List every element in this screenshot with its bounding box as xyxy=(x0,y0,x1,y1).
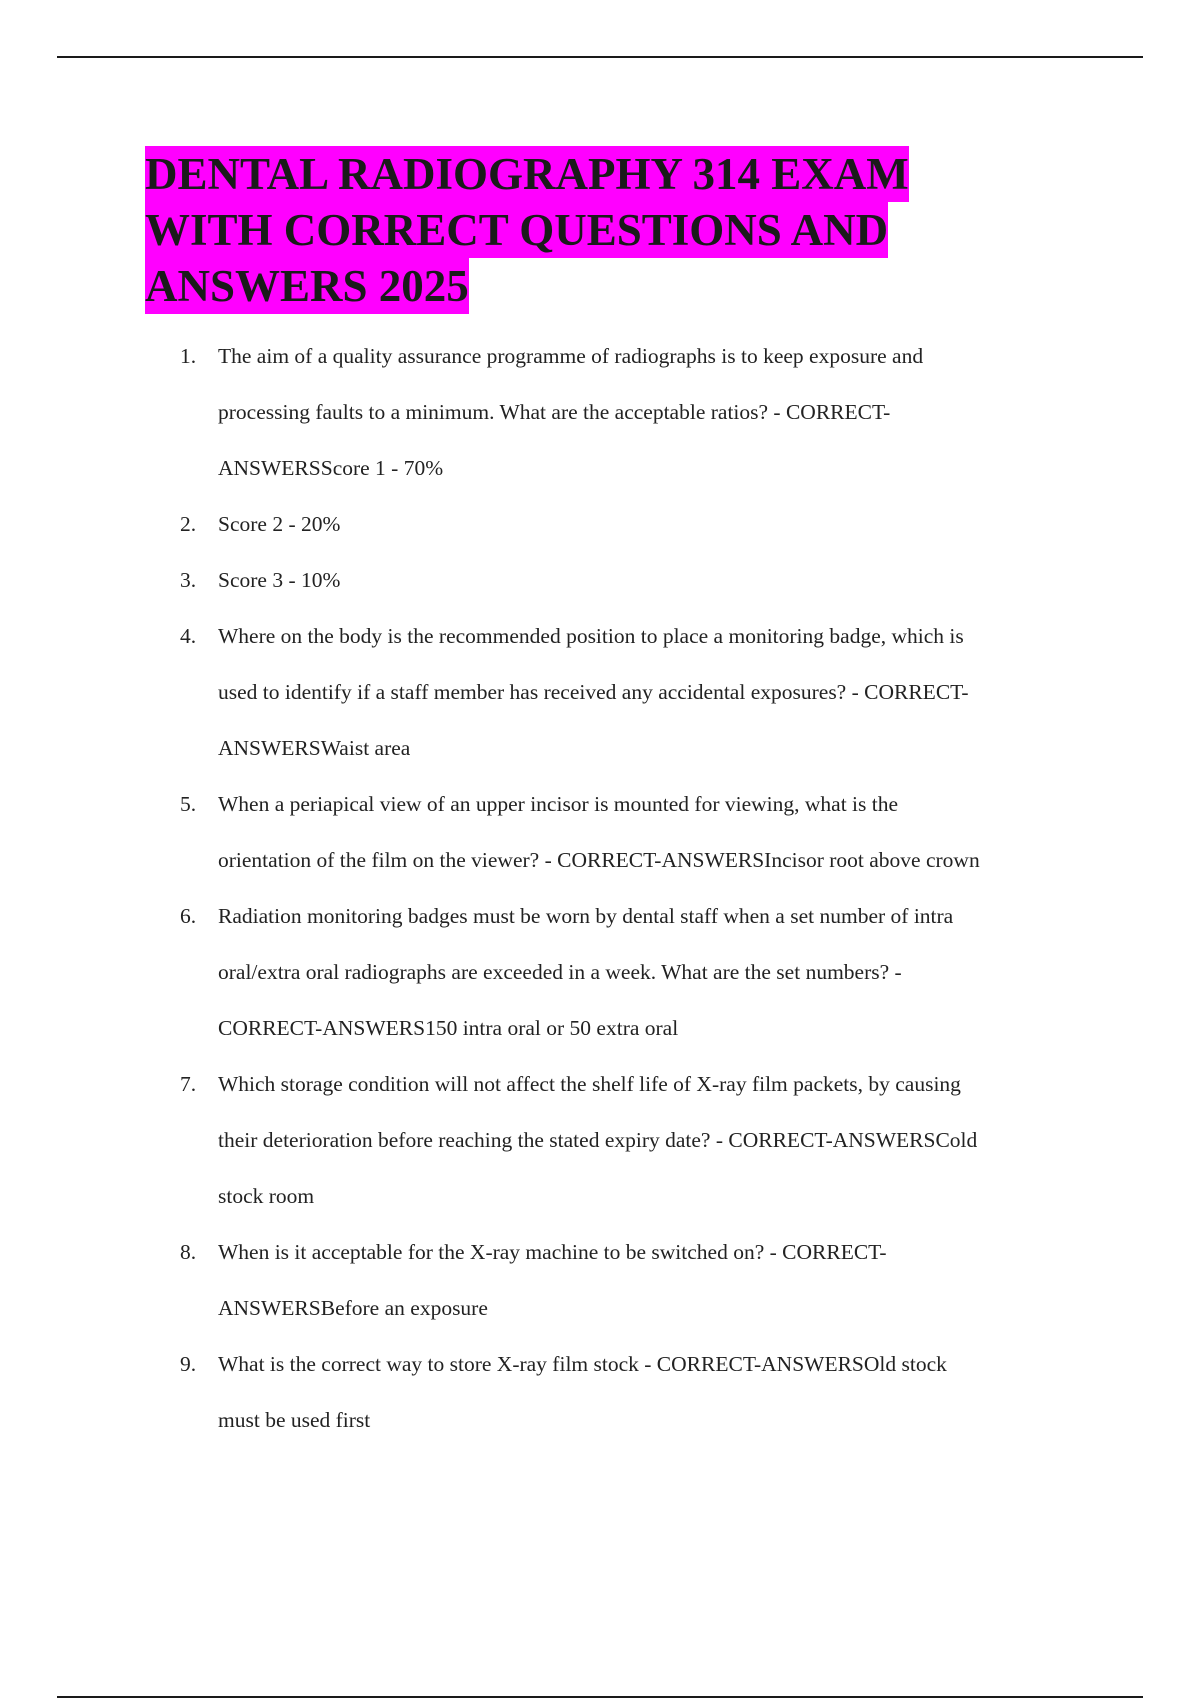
item-line: When is it acceptable for the X-ray machine to be switched on? - CORRECT- xyxy=(218,1240,887,1264)
title-line: WITH CORRECT QUESTIONS AND xyxy=(145,202,888,258)
item-line: oral/extra oral radiographs are exceeded in a week. What are the set numbers? - xyxy=(218,960,902,984)
item-line: must be used first xyxy=(218,1408,371,1432)
item-number: 7. xyxy=(180,1072,197,1096)
list-item xyxy=(170,1056,1090,1224)
item-line: The aim of a quality assurance programme of radiographs is to keep exposure and xyxy=(218,344,924,368)
item-line: ANSWERSScore 1 - 70% xyxy=(218,456,444,480)
list-item xyxy=(170,1224,1090,1336)
title-block xyxy=(145,146,1045,314)
list-item xyxy=(170,888,1090,1056)
item-line: CORRECT-ANSWERS150 intra oral or 50 extra oral xyxy=(218,1016,679,1040)
item-line: stock room xyxy=(218,1184,315,1208)
item-line: Which storage condition will not affect the shelf life of X-ray film packets, by causing xyxy=(218,1072,961,1096)
item-number: 2. xyxy=(180,512,197,536)
item-line: When a periapical view of an upper incisor is mounted for viewing, what is the xyxy=(218,792,899,816)
list-item xyxy=(170,776,1090,888)
item-line: their deterioration before reaching the stated expiry date? - CORRECT-ANSWERSCold xyxy=(218,1128,978,1152)
document-title xyxy=(145,146,1045,314)
list-item xyxy=(170,608,1090,776)
list-item xyxy=(170,496,1090,552)
list-item xyxy=(170,552,1090,608)
item-number: 5. xyxy=(180,792,197,816)
item-line: orientation of the film on the viewer? - CORRECT-ANSWERSIncisor root above crown xyxy=(218,848,980,872)
item-line: ANSWERSBefore an exposure xyxy=(218,1296,488,1320)
item-line: Where on the body is the recommended position to place a monitoring badge, which is xyxy=(218,624,964,648)
item-line: Radiation monitoring badges must be worn by dental staff when a set number of intra xyxy=(218,904,954,928)
list-item xyxy=(170,328,1090,496)
list-item xyxy=(170,1336,1090,1448)
item-line: What is the correct way to store X-ray film stock - CORRECT-ANSWERSOld stock xyxy=(218,1352,947,1376)
item-line: used to identify if a staff member has received any accidental exposures? - CORRECT- xyxy=(218,680,969,704)
item-number: 4. xyxy=(180,624,197,648)
title-line: DENTAL RADIOGRAPHY 314 EXAM xyxy=(145,146,909,202)
title-line: ANSWERS 2025 xyxy=(145,258,469,314)
item-line: ANSWERSWaist area xyxy=(218,736,411,760)
item-number: 6. xyxy=(180,904,197,928)
item-line: Score 2 - 20% xyxy=(218,512,341,536)
item-line: Score 3 - 10% xyxy=(218,568,341,592)
item-number: 8. xyxy=(180,1240,197,1264)
item-number: 9. xyxy=(180,1352,197,1376)
top-rule xyxy=(57,56,1143,58)
item-line: processing faults to a minimum. What are the acceptable ratios? - CORRECT- xyxy=(218,400,891,424)
bottom-rule xyxy=(57,1696,1143,1698)
item-number: 3. xyxy=(180,568,197,592)
item-number: 1. xyxy=(180,344,197,368)
question-list xyxy=(170,328,1090,1448)
